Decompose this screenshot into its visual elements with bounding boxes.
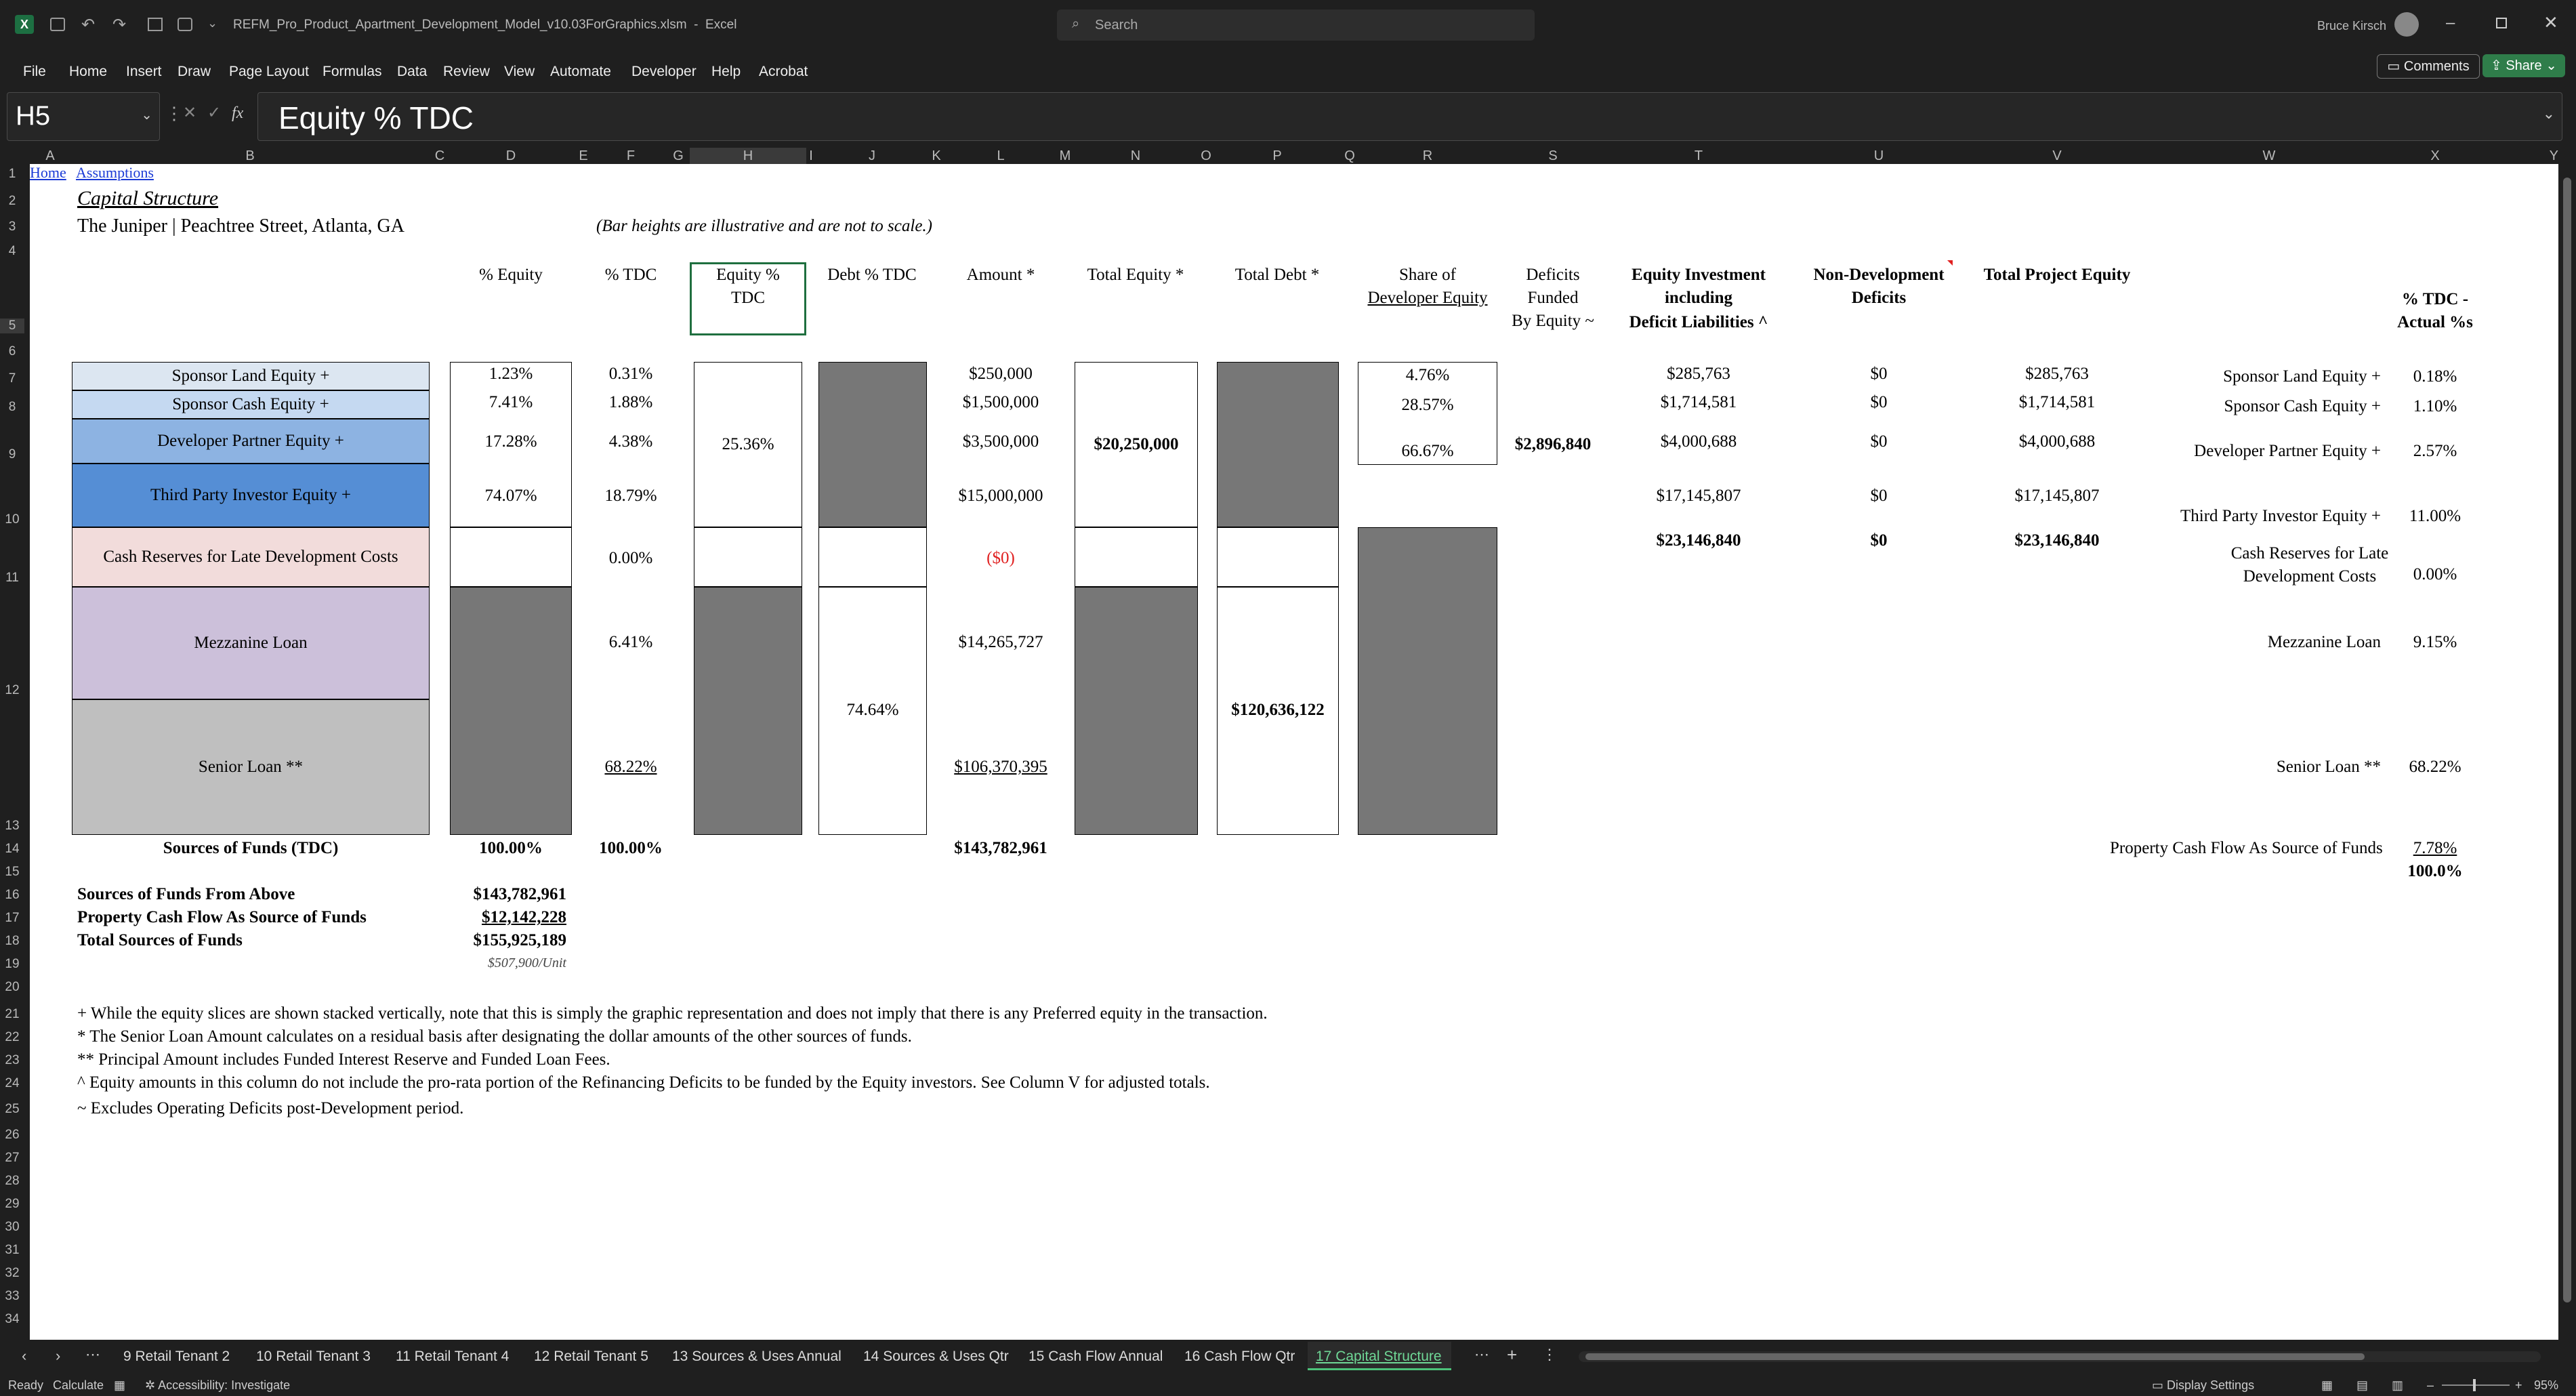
amount-value: $106,370,395 bbox=[954, 758, 1047, 776]
property-name: The Juniper | Peachtree Street, Atlanta, GA bbox=[77, 215, 404, 237]
header-total-equity: Total Equity * bbox=[1087, 266, 1184, 284]
page-layout-view-icon[interactable]: ▤ bbox=[2356, 1378, 2369, 1392]
right-total: 100.0% bbox=[2407, 862, 2463, 880]
display-settings[interactable]: ▭ Display Settings bbox=[2152, 1378, 2255, 1392]
label-mezzanine-loan: Mezzanine Loan bbox=[72, 587, 430, 699]
right-pct: 11.00% bbox=[2409, 507, 2461, 525]
header-share-1: Share of bbox=[1399, 266, 1456, 284]
search-icon: ⌕ bbox=[1072, 16, 1080, 31]
horizontal-scrollbar[interactable] bbox=[1579, 1351, 2541, 1362]
sheet-tab[interactable]: 15 Cash Flow Annual bbox=[1029, 1349, 1163, 1364]
col-header[interactable]: I bbox=[809, 148, 813, 163]
menu-page-layout[interactable]: Page Layout bbox=[229, 64, 309, 79]
row-header[interactable]: 3 bbox=[8, 220, 16, 234]
menu-automate[interactable]: Automate bbox=[550, 64, 611, 79]
right-pct: 2.57% bbox=[2413, 442, 2457, 460]
col-header[interactable]: Y bbox=[2549, 148, 2558, 163]
macro-icon[interactable]: ▦ bbox=[114, 1378, 126, 1392]
header-total-debt: Total Debt * bbox=[1234, 266, 1320, 284]
normal-view-icon[interactable]: ▦ bbox=[2321, 1378, 2333, 1392]
sources-pct-equity: 100.00% bbox=[479, 839, 543, 857]
more-sheets-icon[interactable]: ⋯ bbox=[1474, 1346, 1489, 1363]
status-ready: Ready bbox=[8, 1378, 44, 1392]
pct-equity-gray-block bbox=[450, 587, 572, 835]
menu-insert[interactable]: Insert bbox=[126, 64, 162, 79]
sources-label: Sources of Funds (TDC) bbox=[163, 839, 339, 857]
pct-tdc-value: 18.79% bbox=[604, 487, 657, 505]
pct-tdc-value: 1.88% bbox=[608, 393, 653, 411]
right-label: Developer Partner Equity + bbox=[2194, 442, 2381, 460]
page-title: Capital Structure bbox=[77, 187, 219, 209]
menu-review[interactable]: Review bbox=[443, 64, 490, 79]
row-header[interactable]: 4 bbox=[8, 244, 16, 258]
pct-tdc-value: 68.22% bbox=[604, 758, 657, 776]
summary-label: Property Cash Flow As Source of Funds bbox=[77, 908, 367, 926]
row-header[interactable]: 26 bbox=[5, 1128, 20, 1142]
footnote: ~ Excludes Operating Deficits post-Development period. bbox=[77, 1099, 464, 1117]
add-sheet-icon[interactable]: + bbox=[1507, 1344, 1518, 1365]
debt-pct-tdc-gray-block bbox=[818, 362, 927, 527]
more-icon[interactable]: ⋮ bbox=[165, 103, 183, 123]
row-header[interactable]: 10 bbox=[5, 512, 20, 527]
tab-options-icon[interactable]: ⋮ bbox=[1542, 1346, 1557, 1363]
right-label: Mezzanine Loan bbox=[2267, 633, 2381, 651]
col-header[interactable]: O bbox=[1201, 148, 1211, 163]
row-header[interactable]: 11 bbox=[5, 571, 19, 585]
row-header[interactable]: 2 bbox=[8, 194, 16, 208]
per-unit-value: $507,900/Unit bbox=[487, 956, 566, 970]
pct-equity-value: 74.07% bbox=[484, 487, 537, 505]
pcf-right-pct: 7.78% bbox=[2413, 839, 2457, 857]
window-title: REFM_Pro_Product_Apartment_Development_Model_v10.03ForGraphics.xlsm - Excel bbox=[233, 18, 737, 32]
header-actual-2: Actual %s bbox=[2397, 313, 2473, 331]
col-header[interactable]: H bbox=[690, 148, 806, 164]
scale-note: (Bar heights are illustrative and are not to scale.) bbox=[596, 217, 932, 235]
row-header[interactable]: 33 bbox=[5, 1289, 20, 1303]
deficits-value: $2,896,840 bbox=[1514, 435, 1592, 453]
col-header[interactable]: Q bbox=[1344, 148, 1355, 163]
summary-value: $12,142,228 bbox=[482, 908, 566, 926]
maximize-icon[interactable] bbox=[2496, 18, 2507, 28]
total-proj-eq-value: $285,763 bbox=[2025, 365, 2089, 383]
sheet-tab[interactable]: 14 Sources & Uses Qtr bbox=[863, 1349, 1009, 1364]
row-header[interactable]: 34 bbox=[5, 1312, 20, 1326]
equity-pct-tdc-value: 25.36% bbox=[722, 435, 774, 453]
debt-pct-tdc-box-reserves bbox=[818, 527, 927, 587]
col-header[interactable]: V bbox=[2052, 148, 2062, 163]
header-debt-pct-tdc: Debt % TDC bbox=[827, 266, 917, 284]
label-sponsor-cash-equity: Sponsor Cash Equity + bbox=[72, 390, 430, 419]
pct-tdc-value: 0.31% bbox=[608, 365, 653, 383]
pct-tdc-value: 4.38% bbox=[608, 432, 653, 451]
zoom-slider-thumb[interactable] bbox=[2473, 1379, 2476, 1391]
expand-formula-icon[interactable]: ⌄ bbox=[2542, 105, 2555, 122]
pct-equity-value: 7.41% bbox=[489, 393, 533, 411]
col-header[interactable]: T bbox=[1694, 148, 1703, 163]
pct-equity-box-reserves bbox=[450, 527, 572, 587]
total-equity-box-reserves bbox=[1075, 527, 1198, 587]
row-header[interactable]: 16 bbox=[5, 888, 20, 902]
menu-data[interactable]: Data bbox=[397, 64, 428, 79]
eq-inv-value: $1,714,581 bbox=[1660, 393, 1737, 411]
summary-value: $155,925,189 bbox=[473, 931, 566, 949]
menu-file[interactable]: File bbox=[23, 64, 46, 79]
right-label: Sponsor Cash Equity + bbox=[2224, 397, 2381, 415]
menu-acrobat[interactable]: Acrobat bbox=[759, 64, 808, 79]
nondev-value: $0 bbox=[1870, 432, 1888, 451]
customize-qat-icon[interactable]: ⌄ bbox=[207, 16, 218, 30]
row-header[interactable]: 20 bbox=[5, 980, 20, 994]
status-calculate[interactable]: Calculate bbox=[53, 1378, 104, 1392]
footnote: ^ Equity amounts in this column do not include the pro-rata portion of the Refinancing Deficits to be funded by the Equity investors. See Column V for adjusted totals. bbox=[77, 1073, 1210, 1092]
cancel-icon[interactable]: ✕ bbox=[183, 104, 197, 122]
row-header[interactable]: 6 bbox=[8, 344, 16, 358]
amount-value: $1,500,000 bbox=[962, 393, 1039, 411]
row-header[interactable]: 17 bbox=[5, 911, 20, 925]
right-pct: 0.00% bbox=[2413, 565, 2457, 583]
total-proj-eq-value: $4,000,688 bbox=[2018, 432, 2096, 451]
total-proj-eq-value: $1,714,581 bbox=[2018, 393, 2096, 411]
header-nondev-2: Deficits bbox=[1851, 289, 1907, 307]
row-header[interactable]: 1 bbox=[8, 167, 16, 181]
col-header[interactable]: W bbox=[2262, 148, 2276, 163]
row-header[interactable]: 25 bbox=[5, 1102, 20, 1116]
share-gray-block bbox=[1358, 527, 1497, 835]
header-deficits-3: By Equity ~ bbox=[1512, 312, 1594, 330]
nondev-value: $0 bbox=[1870, 487, 1888, 505]
sheet-tab[interactable]: 11 Retail Tenant 4 bbox=[396, 1349, 510, 1364]
qat-icon-1[interactable] bbox=[148, 18, 163, 31]
h-scroll-thumb[interactable] bbox=[1585, 1353, 2365, 1360]
header-pct-tdc: % TDC bbox=[604, 266, 657, 284]
row-header[interactable]: 15 bbox=[5, 865, 20, 879]
accessibility-status[interactable]: ✲ Accessibility: Investigate bbox=[145, 1378, 291, 1392]
menu-developer[interactable]: Developer bbox=[631, 64, 697, 79]
name-box[interactable]: H5 ⌄ bbox=[7, 92, 160, 141]
row-header[interactable]: 32 bbox=[5, 1266, 20, 1280]
header-equity-pct-tdc-2: TDC bbox=[731, 289, 765, 307]
insert-function-icon[interactable]: fx bbox=[232, 104, 244, 122]
share-button[interactable]: ⇪ Share ⌄ bbox=[2482, 54, 2565, 77]
header-deficits-2: Funded bbox=[1527, 289, 1579, 307]
amount-value: $3,500,000 bbox=[962, 432, 1039, 451]
right-pct: 1.10% bbox=[2413, 397, 2457, 415]
eq-inv-value: $285,763 bbox=[1667, 365, 1730, 383]
col-header[interactable]: L bbox=[997, 148, 1005, 163]
col-header[interactable]: E bbox=[579, 148, 588, 163]
right-pct: 68.22% bbox=[2409, 758, 2461, 776]
share-icon: ⇪ bbox=[2490, 58, 2506, 73]
row-header[interactable]: 21 bbox=[5, 1007, 20, 1021]
formula-input[interactable]: Equity % TDC ⌄ bbox=[257, 92, 2562, 141]
label-cash-reserves: Cash Reserves for Late Development Costs bbox=[72, 527, 430, 587]
summary-value: $143,782,961 bbox=[473, 885, 566, 903]
equity-pct-tdc-box-reserves bbox=[694, 527, 802, 587]
comments-button[interactable]: ▭ Comments bbox=[2377, 54, 2480, 79]
avatar[interactable] bbox=[2394, 12, 2419, 37]
chevron-down-icon[interactable]: ⌄ bbox=[141, 108, 152, 123]
pct-tdc-value: 6.41% bbox=[608, 633, 653, 651]
eq-inv-value: $17,145,807 bbox=[1656, 487, 1741, 505]
footnote: + While the equity slices are shown stacked vertically, note that this is simply the graphic representation and does not imply that there is any Preferred equity in the transaction. bbox=[77, 1004, 1268, 1023]
amount-value: $14,265,727 bbox=[958, 633, 1043, 651]
comment-icon: ▭ bbox=[2387, 59, 2404, 74]
redo-icon[interactable]: ↷ bbox=[112, 16, 127, 34]
sheet-tab[interactable]: 9 Retail Tenant 2 bbox=[123, 1349, 230, 1364]
col-header[interactable]: U bbox=[1873, 148, 1884, 163]
col-header[interactable]: K bbox=[932, 148, 941, 163]
zoom-in-icon[interactable]: + bbox=[2515, 1378, 2522, 1392]
selected-cell-h5[interactable] bbox=[690, 262, 806, 335]
assumptions-link[interactable]: Assumptions bbox=[76, 164, 154, 181]
minimize-icon[interactable]: – bbox=[2446, 14, 2455, 32]
header-amount: Amount * bbox=[966, 266, 1035, 284]
header-eq-inv-2: including bbox=[1664, 289, 1733, 307]
right-pct: 9.15% bbox=[2413, 633, 2457, 651]
header-total-proj-eq: Total Project Equity bbox=[1983, 266, 2131, 284]
label-third-party-investor-equity: Third Party Investor Equity + bbox=[72, 464, 430, 527]
row-header[interactable]: 30 bbox=[5, 1220, 20, 1234]
right-label: Sponsor Land Equity + bbox=[2223, 367, 2381, 386]
total-proj-eq-value: $17,145,807 bbox=[2014, 487, 2100, 505]
label-sponsor-land-equity: Sponsor Land Equity + bbox=[72, 362, 430, 390]
menu-draw[interactable]: Draw bbox=[178, 64, 211, 79]
display-icon: ▭ bbox=[2152, 1378, 2167, 1392]
header-deficits-1: Deficits bbox=[1526, 266, 1580, 284]
summary-label: Total Sources of Funds bbox=[77, 931, 243, 949]
header-eq-inv-1: Equity Investment bbox=[1632, 266, 1766, 284]
autosave-icon[interactable] bbox=[50, 18, 65, 31]
nondev-value: $0 bbox=[1870, 365, 1888, 383]
home-link[interactable]: Home bbox=[30, 164, 66, 181]
menu-view[interactable]: View bbox=[504, 64, 535, 79]
col-header[interactable]: R bbox=[1422, 148, 1433, 163]
comment-indicator[interactable] bbox=[1947, 260, 1953, 266]
footnote: ** Principal Amount includes Funded Interest Reserve and Funded Loan Fees. bbox=[77, 1050, 610, 1069]
tab-scroll-left-icon[interactable]: ‹ bbox=[22, 1347, 27, 1364]
scroll-thumb[interactable] bbox=[2563, 178, 2571, 1302]
debt-pct-tdc-value: 74.64% bbox=[846, 701, 899, 719]
search-placeholder: Search bbox=[1095, 18, 1138, 33]
col-header[interactable]: C bbox=[434, 148, 445, 163]
col-header[interactable]: N bbox=[1130, 148, 1141, 163]
summary-label: Sources of Funds From Above bbox=[77, 885, 295, 903]
sheet-tab[interactable]: 10 Retail Tenant 3 bbox=[256, 1349, 371, 1364]
sheet-tab[interactable]: 13 Sources & Uses Annual bbox=[672, 1349, 842, 1364]
row-header[interactable]: 23 bbox=[5, 1053, 20, 1067]
right-label: Third Party Investor Equity + bbox=[2180, 507, 2381, 525]
share-value: 4.76% bbox=[1405, 366, 1450, 384]
total-debt-gray-block bbox=[1217, 362, 1339, 527]
page-break-view-icon[interactable]: ▥ bbox=[2392, 1378, 2404, 1392]
total-debt-box-reserves bbox=[1217, 527, 1339, 587]
accessibility-icon: ✲ bbox=[145, 1378, 159, 1392]
right-label: Senior Loan ** bbox=[2276, 758, 2381, 776]
user-name[interactable]: Bruce Kirsch bbox=[2317, 19, 2387, 33]
search-box[interactable] bbox=[1057, 9, 1535, 41]
row-header[interactable]: 18 bbox=[5, 934, 20, 948]
qat-icon-2[interactable] bbox=[178, 18, 192, 31]
tab-scroll-right-icon[interactable]: › bbox=[56, 1347, 61, 1364]
nondev-total: $0 bbox=[1870, 531, 1888, 550]
enter-icon[interactable]: ✓ bbox=[207, 104, 222, 122]
pct-equity-value: 17.28% bbox=[484, 432, 537, 451]
row-header[interactable]: 7 bbox=[8, 371, 16, 386]
col-header[interactable]: B bbox=[245, 148, 255, 163]
zoom-out-icon[interactable]: – bbox=[2427, 1378, 2434, 1392]
eq-inv-total: $23,146,840 bbox=[1656, 531, 1741, 550]
zoom-slider[interactable] bbox=[2442, 1384, 2510, 1386]
right-pct: 0.18% bbox=[2413, 367, 2457, 386]
worksheet[interactable] bbox=[30, 164, 2558, 1340]
header-share-2: Developer Equity bbox=[1367, 289, 1488, 307]
col-header[interactable]: M bbox=[1059, 148, 1071, 163]
col-header[interactable]: D bbox=[505, 148, 516, 163]
row-header[interactable]: 19 bbox=[5, 957, 20, 971]
undo-icon[interactable]: ↶ bbox=[81, 16, 96, 34]
row-header[interactable]: 27 bbox=[5, 1151, 20, 1165]
row-header[interactable]: 9 bbox=[8, 447, 16, 461]
total-equity-value: $20,250,000 bbox=[1094, 435, 1179, 453]
header-actual-1: % TDC - bbox=[2401, 290, 2469, 308]
row-header[interactable]: 22 bbox=[5, 1030, 20, 1044]
share-value: 66.67% bbox=[1401, 442, 1454, 460]
total-debt-value: $120,636,122 bbox=[1231, 701, 1325, 719]
col-header[interactable]: S bbox=[1548, 148, 1558, 163]
col-header[interactable]: G bbox=[673, 148, 684, 163]
right-label: Cash Reserves for Late Development Costs bbox=[2230, 544, 2389, 586]
close-icon[interactable]: ✕ bbox=[2543, 12, 2558, 33]
zoom-level[interactable]: 95% bbox=[2534, 1378, 2559, 1392]
row-header[interactable]: 5 bbox=[0, 319, 24, 333]
total-proj-eq-total: $23,146,840 bbox=[2014, 531, 2100, 550]
row-header[interactable]: 14 bbox=[5, 842, 20, 856]
header-pct-equity: % Equity bbox=[479, 266, 543, 284]
sheet-tab[interactable]: 16 Cash Flow Qtr bbox=[1184, 1349, 1295, 1364]
col-header[interactable]: X bbox=[2430, 148, 2440, 163]
vertical-scrollbar[interactable] bbox=[2558, 164, 2576, 1340]
tab-overflow-icon[interactable]: ⋯ bbox=[85, 1346, 100, 1363]
col-header[interactable]: A bbox=[45, 148, 55, 163]
pcf-right-label: Property Cash Flow As Source of Funds bbox=[2110, 839, 2383, 857]
row-header[interactable]: 31 bbox=[5, 1243, 20, 1257]
amount-value: $15,000,000 bbox=[958, 487, 1043, 505]
row-header[interactable]: 24 bbox=[5, 1076, 20, 1090]
sources-pct-tdc: 100.00% bbox=[599, 839, 663, 857]
amount-value: $250,000 bbox=[969, 365, 1033, 383]
header-nondev-1: Non-Development bbox=[1813, 266, 1945, 284]
nondev-value: $0 bbox=[1870, 393, 1888, 411]
amount-value: ($0) bbox=[986, 549, 1015, 567]
pct-equity-value: 1.23% bbox=[489, 365, 533, 383]
excel-logo-icon: X bbox=[15, 15, 34, 34]
row-header[interactable]: 29 bbox=[5, 1197, 20, 1211]
menu-home[interactable]: Home bbox=[69, 64, 108, 79]
sheet-tab[interactable]: 12 Retail Tenant 5 bbox=[534, 1349, 648, 1364]
label-senior-loan: Senior Loan ** bbox=[72, 699, 430, 835]
share-value: 28.57% bbox=[1401, 396, 1454, 414]
pct-tdc-value: 0.00% bbox=[608, 549, 653, 567]
total-equity-gray-block bbox=[1075, 587, 1198, 835]
col-header[interactable]: J bbox=[869, 148, 875, 163]
ribbon-tabs bbox=[0, 52, 2576, 92]
row-header[interactable]: 8 bbox=[8, 400, 16, 414]
col-header[interactable]: P bbox=[1272, 148, 1282, 163]
eq-inv-value: $4,000,688 bbox=[1660, 432, 1737, 451]
equity-pct-tdc-gray-block bbox=[694, 587, 802, 835]
col-header[interactable]: F bbox=[626, 148, 636, 163]
footnote: * The Senior Loan Amount calculates on a residual basis after designating the dollar amounts of the other sources of funds. bbox=[77, 1027, 912, 1046]
menu-help[interactable]: Help bbox=[711, 64, 741, 79]
row-header[interactable]: 13 bbox=[5, 819, 20, 833]
menu-formulas[interactable]: Formulas bbox=[323, 64, 382, 79]
header-equity-pct-tdc-1: Equity % bbox=[716, 266, 780, 284]
row-header[interactable]: 28 bbox=[5, 1174, 20, 1188]
sources-amount: $143,782,961 bbox=[954, 839, 1047, 857]
sheet-tab-capital-structure[interactable]: 17 Capital Structure bbox=[1316, 1349, 1442, 1364]
label-developer-partner-equity: Developer Partner Equity + bbox=[72, 419, 430, 464]
header-eq-inv-3: Deficit Liabilities ^ bbox=[1629, 313, 1768, 331]
row-header[interactable]: 12 bbox=[5, 683, 20, 697]
